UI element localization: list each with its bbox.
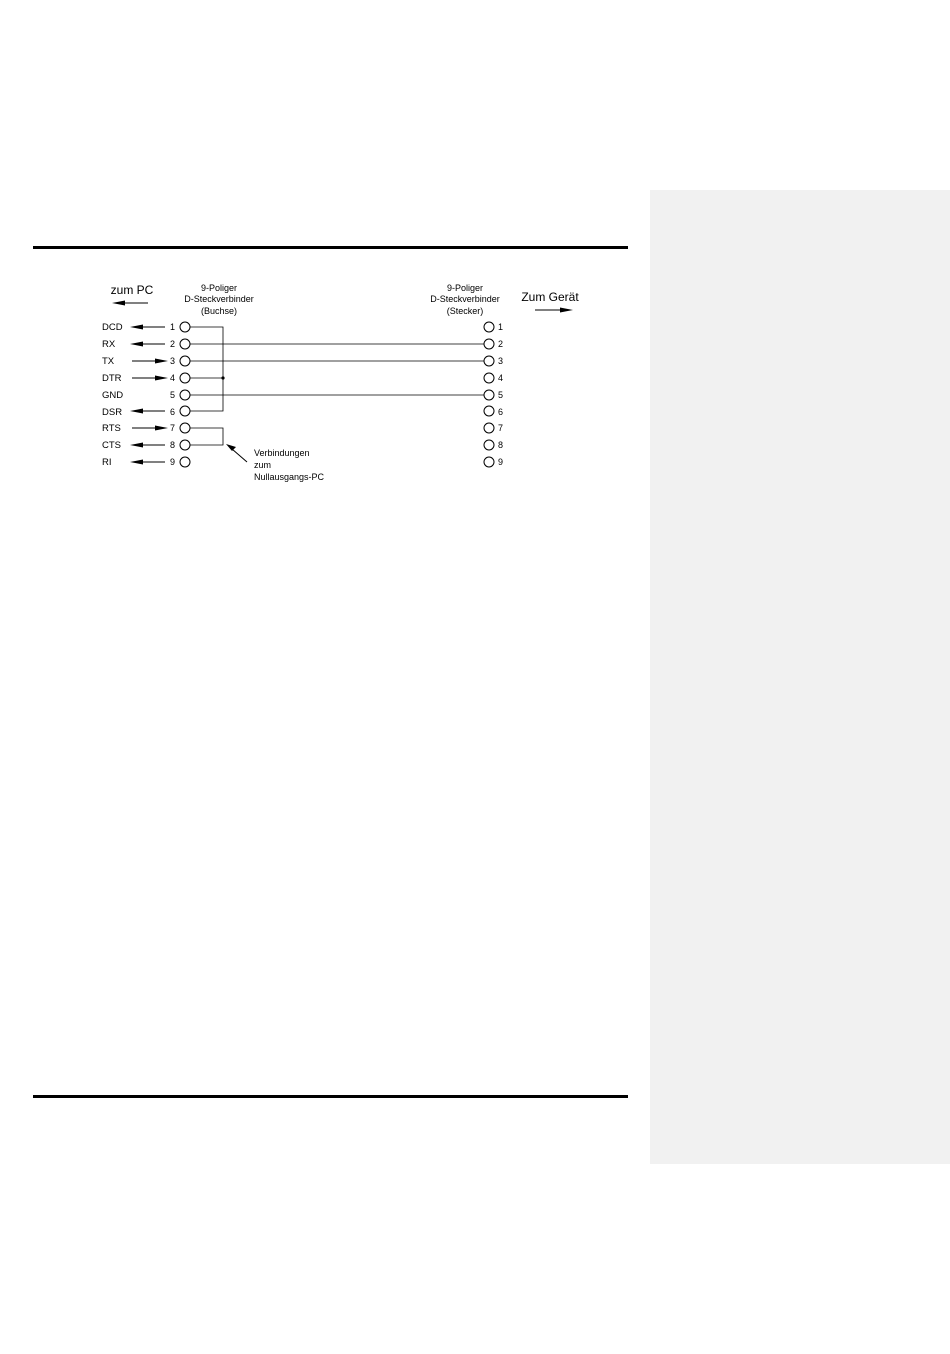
right-pin-7: 7 [498, 423, 504, 433]
signal-label-ri: RI [102, 457, 112, 468]
right-pin-5: 5 [498, 390, 504, 400]
left-connector-line-2: D-Steckverbinder [184, 294, 254, 304]
left-pin-2: 2 [170, 339, 176, 349]
signal-label-dtr: DTR [102, 373, 122, 384]
left-pin-6: 6 [170, 407, 176, 417]
left-side-title: zum PC [110, 283, 154, 297]
left-pin-5: 5 [170, 390, 176, 400]
left-connector-line-1: 9-Poliger [200, 283, 238, 293]
right-connector-line-2: D-Steckverbinder [430, 294, 500, 304]
left-connector-line-3: (Buchse) [200, 306, 238, 316]
right-side-title: Zum Gerät [521, 290, 579, 304]
annotation-line-2: zum [254, 460, 272, 470]
right-pin-9: 9 [498, 457, 504, 467]
annotation-pointer [232, 449, 247, 462]
signal-label-gnd: GND [102, 390, 124, 401]
junction-dot [221, 376, 224, 379]
to-device-arrowhead [560, 308, 573, 313]
annotation-line-1: Verbindungen [254, 448, 310, 458]
signal-label-dsr: DSR [102, 407, 123, 418]
annotation-arrowhead [226, 444, 236, 451]
right-connector-line-3: (Stecker) [446, 306, 484, 316]
right-pin-1: 1 [498, 322, 504, 332]
right-pin-3: 3 [498, 356, 504, 366]
signal-label-dcd: DCD [102, 322, 123, 333]
annotation-line-3: Nullausgangs-PC [254, 472, 325, 482]
left-pin-circles [180, 322, 190, 467]
left-pin-7: 7 [170, 423, 176, 433]
left-pin-4: 4 [170, 373, 176, 383]
left-pin-1: 1 [170, 322, 176, 332]
left-pin-8: 8 [170, 440, 176, 450]
right-pin-6: 6 [498, 407, 504, 417]
signal-label-rts: RTS [102, 423, 121, 434]
right-pin-4: 4 [498, 373, 504, 383]
right-connector-line-1: 9-Poliger [446, 283, 484, 293]
right-pin-2: 2 [498, 339, 504, 349]
left-pin-9: 9 [170, 457, 176, 467]
signal-arrows [130, 325, 168, 465]
signal-label-tx: TX [102, 356, 115, 367]
right-pin-circles [484, 322, 494, 467]
right-pin-8: 8 [498, 440, 504, 450]
wiring [190, 327, 484, 445]
signal-label-rx: RX [102, 339, 116, 350]
signal-label-cts: CTS [102, 440, 121, 451]
to-pc-arrowhead [112, 301, 125, 306]
left-pin-3: 3 [170, 356, 176, 366]
